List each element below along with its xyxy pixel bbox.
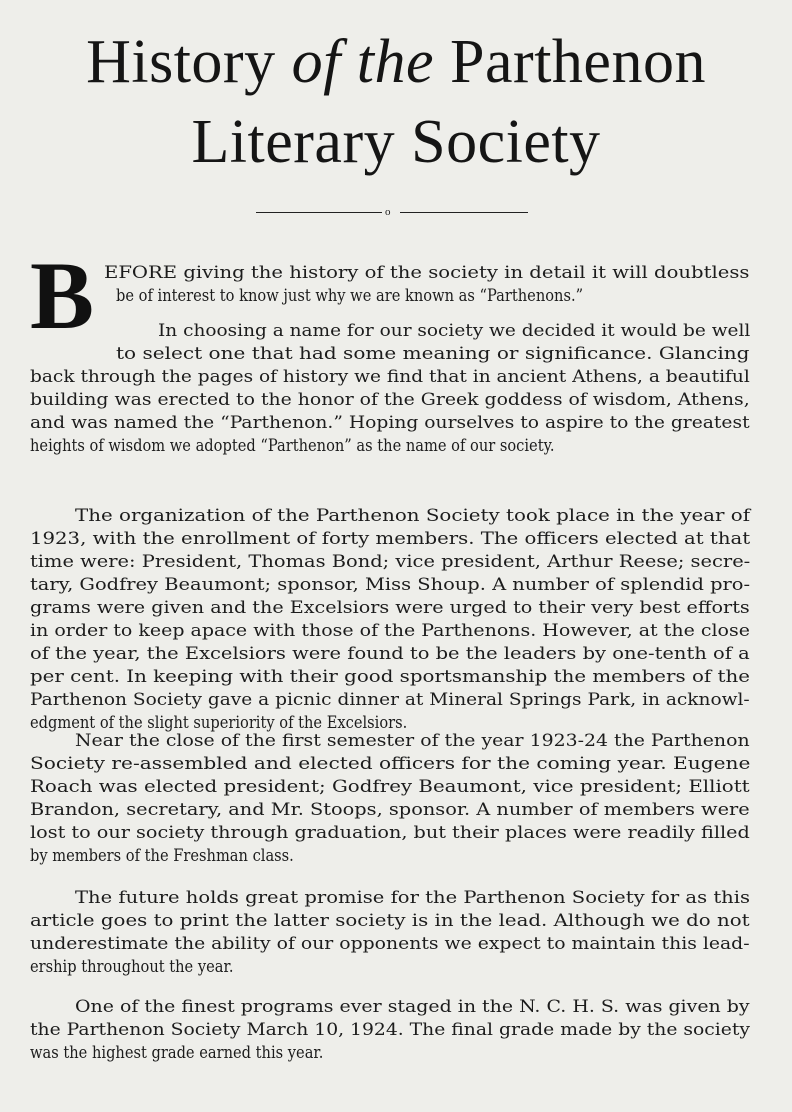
text-line: in order to keep apace with those of the Parthenons. However, at the close <box>30 621 750 641</box>
text-line: building was erected to the honor of the Greek goddess of wisdom, Athens, <box>30 390 750 410</box>
text-line: ership throughout the year. <box>30 957 234 977</box>
divider-ornament: o <box>385 206 391 218</box>
text-line: Society re-assembled and elected officers for the coming year. Eugene <box>30 754 751 774</box>
text-line: One of the finest programs ever staged in the N. C. H. S. was given by <box>75 997 750 1017</box>
text-line: EFORE giving the history of the society in detail it will doubtless <box>104 263 750 283</box>
text-line: The future holds great promise for the Parthenon Society for as this <box>75 888 751 908</box>
text-line: edgment of the slight superiority of the Excelsiors. <box>30 713 408 733</box>
text-line: The organization of the Parthenon Society took place in the year of <box>75 506 751 526</box>
text-line: by members of the Freshman class. <box>30 846 294 866</box>
text-line: back through the pages of history we find that in ancient Athens, a beautiful <box>30 367 750 387</box>
text-line: In choosing a name for our society we decided it would be well <box>158 321 751 341</box>
text-line: and was named the “Parthenon.” Hoping ourselves to aspire to the greatest <box>30 413 750 433</box>
text-line: of the year, the Excelsiors were found to be the leaders by one-tenth of a <box>30 644 750 664</box>
drop-cap: B <box>30 242 95 349</box>
text-line: the Parthenon Society March 10, 1924. The final grade made by the society <box>30 1020 751 1040</box>
text-line: Roach was elected president; Godfrey Beaumont, vice president; Elliott <box>30 777 750 797</box>
title-history: History <box>86 28 292 96</box>
text-line: heights of wisdom we adopted “Parthenon” as the name of our society. <box>30 436 555 456</box>
divider-rule-right <box>400 212 528 213</box>
text-line: be of interest to know just why we are known as “Parthenons.” <box>116 286 584 306</box>
text-line: grams were given and the Excelsiors were urged to their very best efforts <box>30 598 750 618</box>
text-line: article goes to print the latter society is in the lead. Although we do not <box>30 911 750 931</box>
title-divider <box>256 204 528 220</box>
text-line: to select one that had some meaning or significance. Glancing <box>116 344 750 364</box>
text-line: Near the close of the first semester of the year 1923-24 the Parthenon <box>75 731 750 751</box>
text-line: lost to our society through graduation, but their places were readily filled <box>30 823 750 843</box>
text-line: Parthenon Society gave a picnic dinner at Mineral Springs Park, in acknowl- <box>30 690 750 710</box>
text-line: was the highest grade earned this year. <box>30 1043 324 1063</box>
divider-rule-left <box>256 212 382 213</box>
text-line: Brandon, secretary, and Mr. Stoops, sponsor. A number of members were <box>30 800 750 820</box>
text-line: time were: President, Thomas Bond; vice president, Arthur Reese; secre- <box>30 552 751 572</box>
page-title-line-1 <box>0 22 792 102</box>
text-line: 1923, with the enrollment of forty members. The officers elected at that <box>30 529 751 549</box>
text-line: per cent. In keeping with their good sportsmanship the members of the <box>30 667 750 687</box>
title-parthenon: Parthenon <box>434 28 706 96</box>
title-of-the: of the <box>291 28 435 96</box>
text-line: tary, Godfrey Beaumont; sponsor, Miss Shoup. A number of splendid pro- <box>30 575 751 595</box>
text-line: underestimate the ability of our opponents we expect to maintain this lead- <box>30 934 750 954</box>
page-title-line-2: Literary Society <box>191 108 601 176</box>
